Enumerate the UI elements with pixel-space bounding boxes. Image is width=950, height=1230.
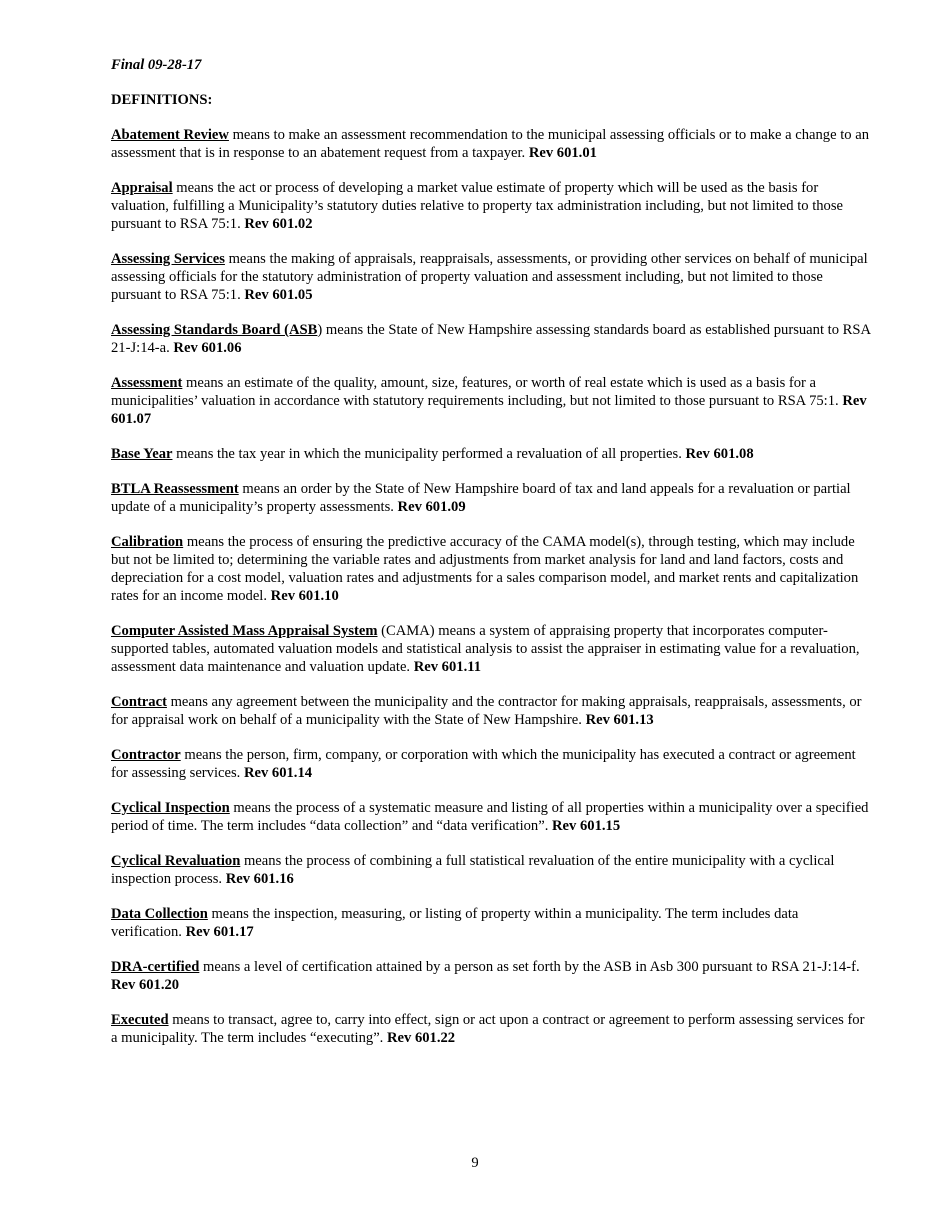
definition-term: Cyclical Revaluation: [111, 853, 241, 869]
document-version-label: Final 09-28-17: [111, 57, 202, 73]
definition-rev-reference: Rev 601.20: [111, 977, 180, 993]
definition-text: means the process of combining a full statistical revaluation of the entire municipality with a cyclical inspection process.: [111, 853, 835, 887]
definition-text: means the process of ensuring the predictive accuracy of the CAMA model(s), through testing, which may include but not be limited to; determining the variable rates and adjustments from market analysis for land and land factors, costs and depreciation for a cost model, valuation rates and adjustments for a sales comparison model, and market rents and capitalization rates for an income model.: [111, 534, 859, 604]
definition-term: Data Collection: [111, 906, 208, 922]
definition-rev-reference: Rev 601.15: [552, 818, 621, 834]
definition-text: (CAMA) means a system of appraising property that incorporates computer-supported tables, automated valuation models and statistical analysis to assist the appraiser in estimating value for a revaluation, assessment data maintenance and valuation update.: [111, 623, 860, 675]
definition-rev-reference: Rev 601.14: [243, 765, 313, 781]
definition-term: Calibration: [111, 534, 184, 550]
section-title: DEFINITIONS:: [111, 92, 213, 108]
definition-cyclical-revaluation: [111, 852, 871, 888]
definition-rev-reference: Rev 601.22: [386, 1030, 456, 1046]
definition-term: DRA-certified: [111, 959, 200, 975]
definition-rev-reference: Rev 601.07: [111, 393, 867, 427]
definition-text: means an estimate of the quality, amount, size, features, or worth of real estate which is used as a basis for a municipalities’ valuation in accordance with statutory requirements including, but not limited to those pursuant to RSA 75:1.: [111, 375, 843, 409]
definition-contractor: [111, 746, 871, 782]
definition-text: means the person, firm, company, or corporation with which the municipality has executed a contract or agreement for assessing services.: [111, 747, 856, 781]
definition-rev-reference: Rev 601.16: [225, 871, 294, 887]
definition-text: means a level of certification attained by a person as set forth by the ASB in Asb 300 pursuant to RSA 21-J:14-f.: [199, 959, 860, 975]
definition-term: Contract: [111, 694, 167, 710]
definition-appraisal: [111, 179, 871, 233]
definition-rev-reference: Rev 601.10: [270, 588, 339, 604]
definition-term: Computer Assisted Mass Appraisal System: [111, 623, 378, 639]
definition-cyclical-inspection: [111, 799, 871, 835]
definition-text: means to transact, agree to, carry into effect, sign or act upon a contract or agreement to perform assessing services for a municipality. The term includes “executing”.: [111, 1012, 865, 1046]
definition-term: Appraisal: [111, 180, 173, 196]
definition-dra-certified: [111, 958, 871, 994]
definition-term: Abatement Review: [111, 127, 229, 143]
definition-term: Cyclical Inspection: [111, 800, 230, 816]
definition-assessing-standards-board: [111, 321, 871, 357]
definition-executed: [111, 1011, 871, 1047]
definition-term: Assessment: [111, 375, 183, 391]
definition-rev-reference: Rev 601.02: [244, 216, 313, 232]
definition-rev-reference: Rev 601.09: [397, 499, 466, 515]
definition-assessing-services: [111, 250, 871, 304]
definition-text: means any agreement between the municipality and the contractor for making appraisals, reappraisals, assessments, or for appraisal work on behalf of a municipality with the State of New Hampshire.: [111, 694, 862, 728]
definition-rev-reference: Rev 601.17: [185, 924, 254, 940]
definition-rev-reference: Rev 601.06: [173, 340, 242, 356]
definition-assessment: [111, 374, 871, 428]
definition-text: means the act or process of developing a market value estimate of property which will be used as the basis for valuation, fulfilling a Municipality’s statutory duties relative to property tax administration including, but not limited to those pursuant to RSA 75:1.: [111, 180, 843, 232]
definition-text: means the inspection, measuring, or listing of property within a municipality. The term includes data verification.: [111, 906, 799, 940]
definition-text: means the making of appraisals, reappraisals, assessments, or providing other services on behalf of municipal assessing officials for the statutory administration of property valuation and assessment including, but not limited to those pursuant to RSA 75:1.: [111, 251, 868, 303]
definition-base-year: [111, 445, 871, 463]
definition-term: Contractor: [111, 747, 181, 763]
definition-data-collection: [111, 905, 871, 941]
definition-contract: [111, 693, 871, 729]
definition-abatement-review: [111, 126, 871, 162]
definition-rev-reference: Rev 601.05: [244, 287, 313, 303]
definition-term: BTLA Reassessment: [111, 481, 239, 497]
definition-term: Assessing Standards Board (ASB: [111, 322, 318, 338]
definition-calibration: [111, 533, 871, 605]
definition-cama: [111, 622, 871, 676]
definition-text: ) means the State of New Hampshire assessing standards board as established pursuant to RSA 21-J:14-a.: [111, 322, 871, 356]
definition-rev-reference: Rev 601.01: [528, 145, 597, 161]
document-page: [111, 56, 871, 1064]
page-number: 9: [471, 1155, 479, 1171]
definition-text: means to make an assessment recommendation to the municipal assessing officials or to make a change to an assessment that is in response to an abatement request from a taxpayer.: [111, 127, 869, 161]
definition-text: means the tax year in which the municipality performed a revaluation of all properties.: [172, 446, 686, 462]
definition-btla-reassessment: [111, 480, 871, 516]
definition-rev-reference: Rev 601.13: [585, 712, 654, 728]
definition-text: means the process of a systematic measure and listing of all properties within a municipality over a specified period of time. The term includes “data collection” and “data verification”.: [111, 800, 869, 834]
definition-term: Base Year: [111, 446, 173, 462]
definition-rev-reference: Rev 601.08: [685, 446, 754, 462]
definition-term: Executed: [111, 1012, 169, 1028]
definition-term: Assessing Services: [111, 251, 225, 267]
definition-rev-reference: Rev 601.11: [413, 659, 482, 675]
definition-text: means an order by the State of New Hampshire board of tax and land appeals for a revaluation or partial update of a municipality’s property assessments.: [111, 481, 851, 515]
